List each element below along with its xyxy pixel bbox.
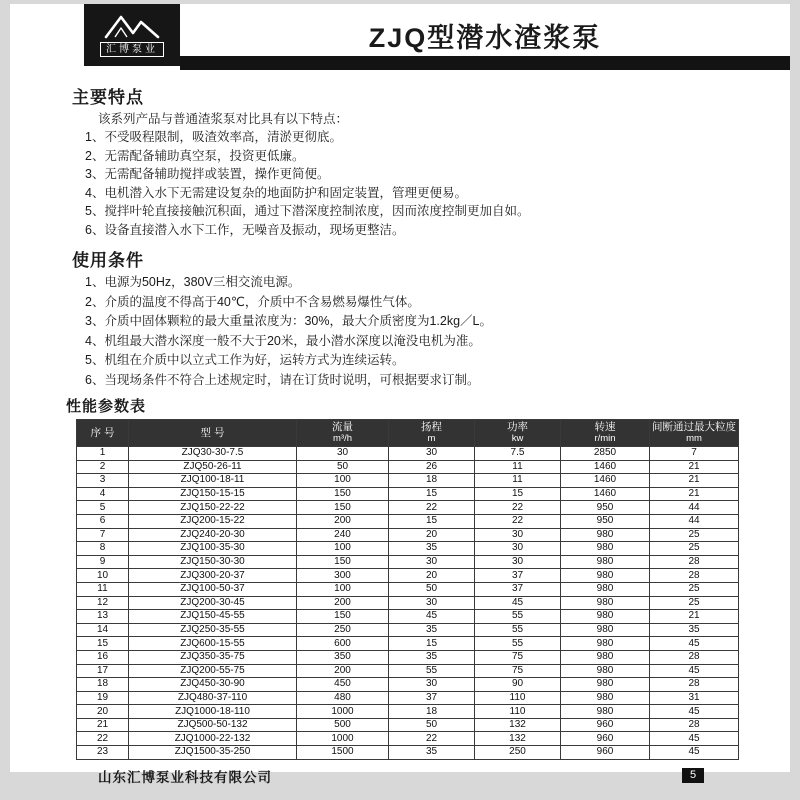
- cell-model: ZJQ100-35-30: [129, 542, 297, 556]
- spec-table-row: [77, 650, 739, 664]
- cell-index: 14: [77, 623, 129, 637]
- cell-value: 75: [475, 650, 561, 664]
- cell-index: 8: [77, 542, 129, 556]
- cell-index: 5: [77, 501, 129, 515]
- cell-value: 15: [389, 514, 475, 528]
- cell-value: 55: [389, 664, 475, 678]
- cell-model: ZJQ600-15-55: [129, 637, 297, 651]
- page-title: ZJQ型潜水渣浆泵: [368, 23, 602, 53]
- cell-value: 980: [561, 596, 650, 610]
- cell-value: 44: [650, 501, 739, 515]
- features-list: [72, 128, 734, 239]
- cell-value: 110: [475, 705, 561, 719]
- cell-index: 4: [77, 487, 129, 501]
- cell-value: 30: [297, 447, 389, 461]
- cell-value: 45: [650, 637, 739, 651]
- cell-value: 21: [650, 610, 739, 624]
- spec-table-row: [77, 542, 739, 556]
- cell-model: ZJQ350-35-75: [129, 650, 297, 664]
- cell-value: 1460: [561, 460, 650, 474]
- cell-value: 28: [650, 650, 739, 664]
- cell-value: 980: [561, 705, 650, 719]
- spec-table-row: [77, 637, 739, 651]
- cell-index: 21: [77, 718, 129, 732]
- cell-model: ZJQ150-15-15: [129, 487, 297, 501]
- cell-value: 28: [650, 678, 739, 692]
- cell-index: 6: [77, 514, 129, 528]
- col-speed: 转速 r/min: [561, 420, 650, 447]
- cell-index: 19: [77, 691, 129, 705]
- cell-value: 980: [561, 528, 650, 542]
- spec-table-row: [77, 623, 739, 637]
- cell-value: 7: [650, 447, 739, 461]
- cell-model: ZJQ150-22-22: [129, 501, 297, 515]
- cell-value: 980: [561, 691, 650, 705]
- spec-table-row: [77, 678, 739, 692]
- feature-item: 6、设备直接潜入水下工作，无噪音及振动，现场更整洁。: [85, 222, 405, 237]
- cell-index: 13: [77, 610, 129, 624]
- cell-model: ZJQ240-20-30: [129, 528, 297, 542]
- cell-model: ZJQ150-30-30: [129, 555, 297, 569]
- col-power: 功率 kw: [475, 420, 561, 447]
- cell-value: 1500: [297, 746, 389, 760]
- cell-value: 35: [389, 650, 475, 664]
- conditions-list: [72, 273, 734, 390]
- cell-index: 18: [77, 678, 129, 692]
- cell-value: 200: [297, 664, 389, 678]
- spec-table-row: [77, 746, 739, 760]
- cell-model: ZJQ1500-35-250: [129, 746, 297, 760]
- cell-value: 37: [389, 691, 475, 705]
- cell-value: 44: [650, 514, 739, 528]
- cell-value: 25: [650, 528, 739, 542]
- cell-value: 960: [561, 732, 650, 746]
- spec-table-heading: 性能参数表: [66, 398, 147, 415]
- cell-value: 35: [389, 542, 475, 556]
- cell-value: 21: [650, 460, 739, 474]
- cell-index: 22: [77, 732, 129, 746]
- cell-value: 50: [297, 460, 389, 474]
- cell-index: 20: [77, 705, 129, 719]
- cell-value: 11: [475, 460, 561, 474]
- title-area: [180, 4, 790, 70]
- cell-value: 35: [389, 746, 475, 760]
- spec-table-row: [77, 474, 739, 488]
- cell-value: 960: [561, 718, 650, 732]
- cell-value: 22: [389, 732, 475, 746]
- cell-model: ZJQ480-37-110: [129, 691, 297, 705]
- cell-value: 30: [475, 542, 561, 556]
- col-flow: 流量 m³/h: [297, 420, 389, 447]
- cell-value: 2850: [561, 447, 650, 461]
- cell-value: 980: [561, 664, 650, 678]
- condition-item: 6、当现场条件不符合上述规定时，请在订货时说明，可根据要求订制。: [85, 372, 480, 387]
- cell-value: 45: [475, 596, 561, 610]
- cell-value: 110: [475, 691, 561, 705]
- document-page: [10, 4, 790, 785]
- spec-table-row: [77, 569, 739, 583]
- cell-index: 16: [77, 650, 129, 664]
- cell-value: 35: [389, 623, 475, 637]
- cell-model: ZJQ50-26-11: [129, 460, 297, 474]
- cell-value: 100: [297, 582, 389, 596]
- cell-value: 960: [561, 746, 650, 760]
- cell-value: 25: [650, 542, 739, 556]
- cell-value: 150: [297, 555, 389, 569]
- company-logo: [84, 4, 180, 66]
- cell-value: 200: [297, 596, 389, 610]
- page-number: 5: [682, 768, 704, 783]
- cell-value: 18: [389, 474, 475, 488]
- feature-item: 4、电机潜入水下无需建设复杂的地面防护和固定装置，管理更便易。: [85, 185, 467, 200]
- cell-model: ZJQ1000-22-132: [129, 732, 297, 746]
- cell-value: 950: [561, 501, 650, 515]
- cell-value: 980: [561, 637, 650, 651]
- cell-value: 45: [650, 705, 739, 719]
- feature-item: 1、不受吸程限制，吸渣效率高，清淤更彻底。: [85, 130, 342, 144]
- cell-value: 1000: [297, 705, 389, 719]
- cell-value: 55: [475, 610, 561, 624]
- spec-table-row: [77, 732, 739, 746]
- cell-value: 21: [650, 474, 739, 488]
- cell-value: 15: [389, 637, 475, 651]
- cell-value: 7.5: [475, 447, 561, 461]
- cell-value: 50: [389, 582, 475, 596]
- cell-value: 30: [475, 555, 561, 569]
- col-head: 扬程 m: [389, 420, 475, 447]
- cell-index: 23: [77, 746, 129, 760]
- cell-model: ZJQ300-20-37: [129, 569, 297, 583]
- cell-value: 30: [389, 678, 475, 692]
- cell-model: ZJQ1000-18-110: [129, 705, 297, 719]
- cell-value: 980: [561, 650, 650, 664]
- cell-value: 25: [650, 596, 739, 610]
- condition-item: 5、机组在介质中以立式工作为好，运转方式为连续运转。: [85, 353, 405, 367]
- spec-table: [76, 419, 739, 760]
- cell-value: 22: [475, 501, 561, 515]
- cell-value: 480: [297, 691, 389, 705]
- col-model: 型 号: [129, 420, 297, 447]
- document-footer: [10, 760, 790, 786]
- cell-value: 26: [389, 460, 475, 474]
- cell-value: 45: [650, 746, 739, 760]
- cell-value: 132: [475, 732, 561, 746]
- document-body: [10, 70, 790, 760]
- feature-item: 5、搅拌叶轮直接接触沉积面，通过下潜深度控制浓度，因而浓度控制更加自如。: [85, 204, 530, 218]
- spec-table-row: [77, 487, 739, 501]
- cell-value: 240: [297, 528, 389, 542]
- spec-table-header: [77, 420, 739, 447]
- cell-value: 18: [389, 705, 475, 719]
- cell-value: 20: [389, 528, 475, 542]
- cell-index: 1: [77, 447, 129, 461]
- cell-index: 17: [77, 664, 129, 678]
- cell-value: 45: [650, 732, 739, 746]
- cell-value: 22: [389, 501, 475, 515]
- cell-value: 28: [650, 555, 739, 569]
- spec-table-row: [77, 514, 739, 528]
- cell-value: 980: [561, 678, 650, 692]
- title-underline-bar: [180, 56, 790, 70]
- cell-model: ZJQ500-50-132: [129, 718, 297, 732]
- cell-value: 20: [389, 569, 475, 583]
- cell-model: ZJQ30-30-7.5: [129, 447, 297, 461]
- cell-model: ZJQ150-45-55: [129, 610, 297, 624]
- conditions-heading: 使用条件: [72, 251, 144, 270]
- cell-value: 980: [561, 623, 650, 637]
- cell-value: 350: [297, 650, 389, 664]
- spec-table-header-row: [77, 420, 739, 447]
- spec-table-body: [77, 447, 739, 760]
- cell-value: 980: [561, 555, 650, 569]
- cell-value: 150: [297, 487, 389, 501]
- cell-model: ZJQ100-50-37: [129, 582, 297, 596]
- cell-value: 30: [389, 596, 475, 610]
- cell-value: 1000: [297, 732, 389, 746]
- cell-value: 28: [650, 569, 739, 583]
- cell-value: 45: [650, 664, 739, 678]
- cell-value: 21: [650, 487, 739, 501]
- cell-value: 11: [475, 474, 561, 488]
- cell-value: 25: [650, 582, 739, 596]
- condition-item: 1、电源为50Hz，380V三相交流电源。: [85, 275, 301, 289]
- cell-value: 50: [389, 718, 475, 732]
- spec-table-row: [77, 555, 739, 569]
- col-index: 序 号: [77, 420, 129, 447]
- spec-table-row: [77, 582, 739, 596]
- feature-item: 3、无需配备辅助搅拌或装置，操作更简便。: [85, 167, 330, 181]
- cell-value: 980: [561, 582, 650, 596]
- cell-value: 37: [475, 582, 561, 596]
- cell-value: 950: [561, 514, 650, 528]
- cell-value: 1460: [561, 487, 650, 501]
- cell-value: 31: [650, 691, 739, 705]
- spec-table-row: [77, 501, 739, 515]
- features-intro: 该系列产品与普通渣浆泵对比具有以下特点：: [98, 112, 349, 126]
- cell-value: 55: [475, 637, 561, 651]
- cell-value: 28: [650, 718, 739, 732]
- cell-index: 9: [77, 555, 129, 569]
- spec-table-row: [77, 528, 739, 542]
- spec-table-row: [77, 460, 739, 474]
- cell-value: 30: [475, 528, 561, 542]
- cell-value: 300: [297, 569, 389, 583]
- cell-value: 150: [297, 501, 389, 515]
- cell-value: 500: [297, 718, 389, 732]
- cell-model: ZJQ200-15-22: [129, 514, 297, 528]
- cell-value: 90: [475, 678, 561, 692]
- cell-value: 450: [297, 678, 389, 692]
- spec-table-row: [77, 705, 739, 719]
- logo-text: 汇博泵业: [100, 42, 164, 57]
- cell-value: 22: [475, 514, 561, 528]
- cell-index: 2: [77, 460, 129, 474]
- cell-value: 200: [297, 514, 389, 528]
- cell-index: 10: [77, 569, 129, 583]
- spec-table-row: [77, 596, 739, 610]
- cell-value: 45: [389, 610, 475, 624]
- cell-index: 12: [77, 596, 129, 610]
- cell-value: 132: [475, 718, 561, 732]
- col-particle: 间断通过最大粒度 mm: [650, 420, 739, 447]
- cell-model: ZJQ200-55-75: [129, 664, 297, 678]
- cell-value: 55: [475, 623, 561, 637]
- cell-index: 11: [77, 582, 129, 596]
- cell-index: 7: [77, 528, 129, 542]
- company-name: 山东汇博泵业科技有限公司: [98, 769, 272, 785]
- cell-value: 35: [650, 623, 739, 637]
- cell-value: 30: [389, 447, 475, 461]
- spec-table-row: [77, 664, 739, 678]
- condition-item: 3、介质中固体颗粒的最大重量浓度为：30%，最大介质密度为1.2kg／L。: [85, 314, 493, 328]
- cell-value: 600: [297, 637, 389, 651]
- cell-value: 37: [475, 569, 561, 583]
- cell-value: 75: [475, 664, 561, 678]
- cell-model: ZJQ100-18-11: [129, 474, 297, 488]
- spec-table-row: [77, 447, 739, 461]
- cell-index: 15: [77, 637, 129, 651]
- cell-value: 980: [561, 542, 650, 556]
- cell-value: 15: [475, 487, 561, 501]
- cell-value: 250: [475, 746, 561, 760]
- spec-table-row: [77, 691, 739, 705]
- document-header: [10, 4, 790, 70]
- condition-item: 4、机组最大潜水深度一般不大于20米，最小潜水深度以淹没电机为准。: [85, 333, 481, 348]
- condition-item: 2、介质的温度不得高于40℃，介质中不含易燃易爆性气体。: [85, 294, 420, 309]
- cell-value: 150: [297, 610, 389, 624]
- feature-item: 2、无需配备辅助真空泵，投资更低廉。: [85, 148, 305, 163]
- cell-index: 3: [77, 474, 129, 488]
- cell-model: ZJQ450-30-90: [129, 678, 297, 692]
- cell-value: 980: [561, 569, 650, 583]
- cell-value: 100: [297, 542, 389, 556]
- cell-value: 100: [297, 474, 389, 488]
- spec-table-row: [77, 718, 739, 732]
- cell-value: 1460: [561, 474, 650, 488]
- cell-value: 250: [297, 623, 389, 637]
- features-heading: 主要特点: [72, 88, 144, 107]
- cell-model: ZJQ250-35-55: [129, 623, 297, 637]
- cell-value: 15: [389, 487, 475, 501]
- mountain-logo-icon: [103, 13, 161, 39]
- spec-table-row: [77, 610, 739, 624]
- cell-value: 30: [389, 555, 475, 569]
- cell-value: 980: [561, 610, 650, 624]
- cell-model: ZJQ200-30-45: [129, 596, 297, 610]
